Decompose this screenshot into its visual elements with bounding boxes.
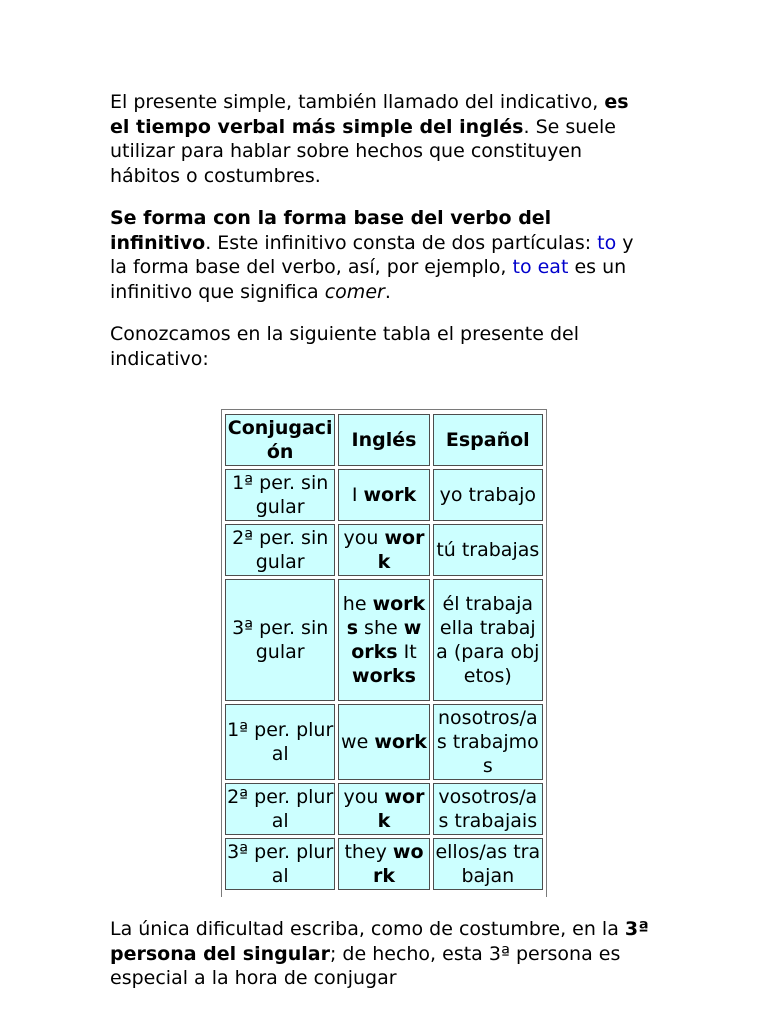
intro-paragraph-3: Conozcamos en la siguiente tabla el presente del indicativo: — [110, 323, 579, 370]
person-cell: 1ª per. singular — [225, 469, 335, 521]
intro-bold-text: es el tiempo verbal más simple del inglés — [110, 91, 629, 138]
intro-italic-text: comer — [324, 280, 385, 303]
spanish-cell: vosotros/as trabajais — [433, 783, 543, 835]
person-cell: 3ª per. singular — [225, 579, 335, 701]
outro-paragraph — [110, 917, 650, 991]
table-row — [225, 524, 543, 576]
spanish-cell: nosotros/as trabajmos — [433, 704, 543, 780]
intro-paragraph-2 — [110, 206, 650, 304]
person-cell: 2ª per. singular — [225, 524, 335, 576]
table-row — [225, 783, 543, 835]
intro-paragraph-1 — [110, 90, 650, 188]
person-cell: 3ª per. plural — [225, 838, 335, 890]
person-cell: 1ª per. plural — [225, 704, 335, 780]
intro-text: . — [384, 280, 391, 303]
english-cell: they work — [338, 838, 429, 890]
conjugation-table-frame — [221, 409, 547, 897]
intro-text: . Se suele utilizar para hablar sobre hechos que constituyen hábitos o costumbres. — [110, 115, 616, 187]
outro-text: La única dificultad escriba, como de costumbre, en la — [110, 918, 625, 940]
table-row — [225, 838, 543, 890]
spanish-cell: él trabaja ella trabaja (para objetos) — [433, 579, 543, 701]
outro-text: ; de hecho, esta 3ª persona es especial a la hora de conjugar — [110, 942, 621, 989]
outro-bold-text: 3ª persona del singular — [110, 918, 649, 965]
intro-text: El presente simple, también llamado del indicativo, — [110, 91, 605, 113]
header-espanol: Español — [433, 414, 543, 466]
table-header-row — [225, 414, 543, 466]
english-cell: we work — [338, 704, 429, 780]
header-ingles: Inglés — [338, 414, 429, 466]
person-cell: 2ª per. plural — [225, 783, 335, 835]
intro-text: es un infinitivo que significa — [110, 256, 627, 303]
conjugation-table — [222, 411, 546, 893]
english-cell: you work — [338, 524, 429, 576]
english-cell: I work — [338, 469, 429, 521]
header-conjugacion: Conjugación — [225, 414, 335, 466]
intro-bold-text: Se forma con la forma base del verbo del infinitivo — [110, 207, 552, 254]
spanish-cell: yo trabajo — [433, 469, 543, 521]
spanish-cell: ellos/as trabajan — [433, 838, 543, 890]
english-cell: he works she works It works — [338, 579, 429, 701]
english-cell: you work — [338, 783, 429, 835]
intro-text: y la forma base del verbo, así, por ejemplo, — [110, 231, 634, 278]
intro-text: . Este infinitivo consta de dos partículas: — [205, 231, 598, 254]
spanish-cell: tú trabajas — [433, 524, 543, 576]
document-body — [110, 90, 650, 371]
link-to[interactable]: to — [597, 231, 617, 254]
table-row — [225, 704, 543, 780]
table-row — [225, 469, 543, 521]
table-row — [225, 579, 543, 701]
link-to-eat[interactable]: to eat — [512, 256, 569, 278]
